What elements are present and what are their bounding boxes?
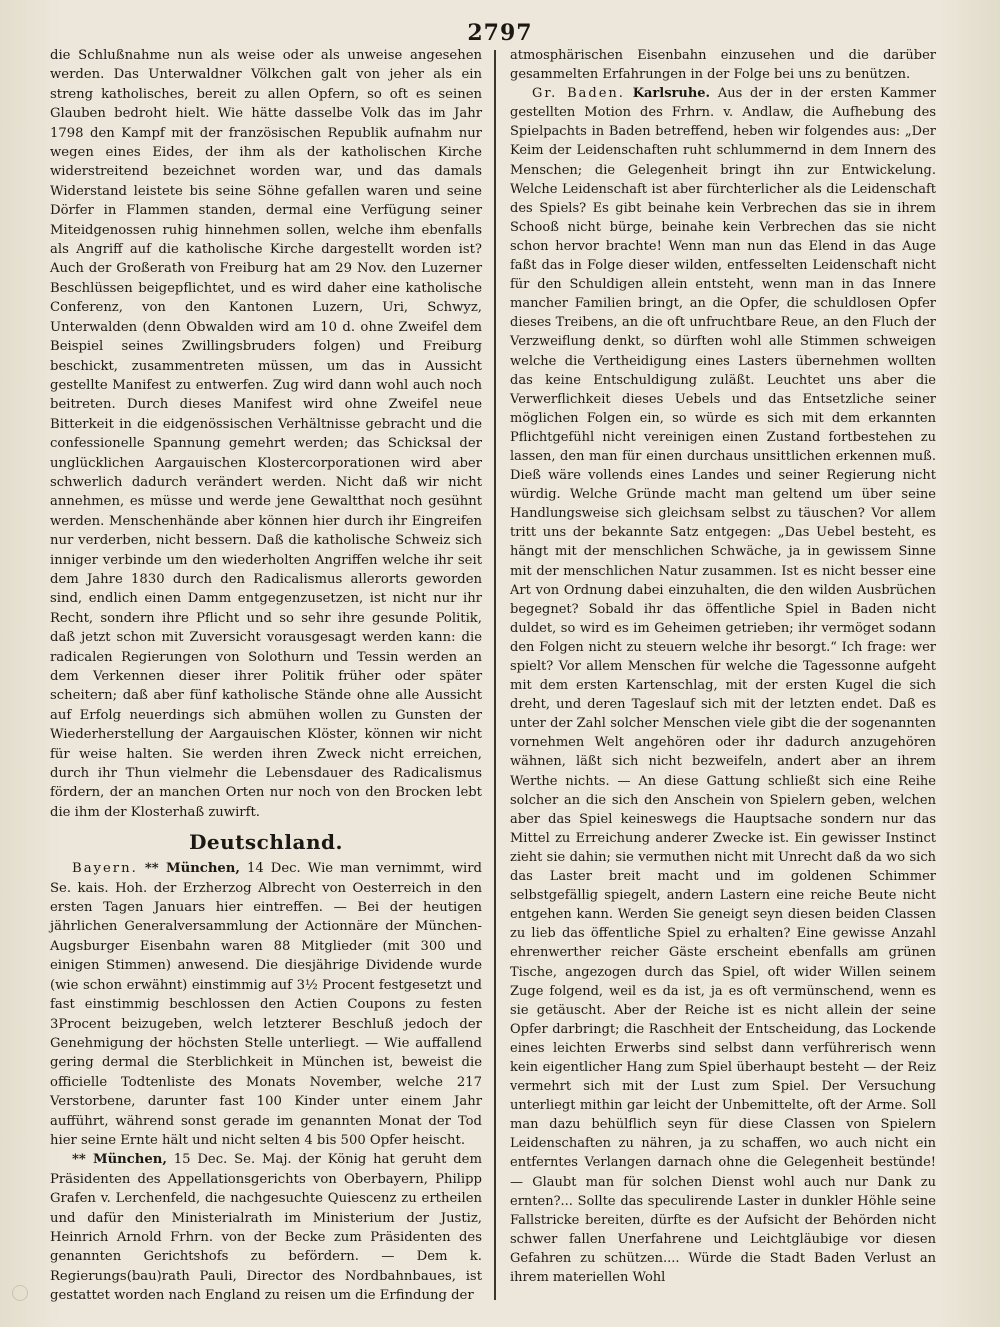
- bayern-article-1-text: 14 Dec. Wie man vernimmt, wird Se. kais. Hoh. der Erzherzog Albrecht von Oesterreich in den ersten Tagen Januars hier eintreffen. — Bei der heutigen jährlichen Generalversammlung der Actionnäre der München-Augsburger Eisenbahn waren 88 Mitglieder (mit 300 und einigen Stimmen) anwesend. Die diesjährige Dividende wurde (wie schon erwähnt) einstimmig auf 3½ Procent festgesetzt und fast einstimmig beschlossen den Actien Coupons zu festen 3Procent beizugeben, welch letzterer Beschluß jedoch der Genehmigung der höchsten Stelle unterliegt. — Wie auffallend gering dermal die Sterblichkeit in München ist, beweist die officielle Todtenliste des Monats November, welche 217 Verstorbene, darunter fast 100 Kinder unter einem Jahr aufführt, während sonst gerade im genannten Monat der Tod hier seine Ernte hält und nicht selten 4 bis 500 Opfer heischt.: [50, 861, 482, 1148]
- switzerland-article-text: die Schlußnahme nun als weise oder als unweise angesehen werden. Das Unterwaldner Völkchen galt von jeher als ein streng katholisches, bereit zu allen Opfern, so oft es seinen Glauben bedroht hielt. Wie hätte dasselbe Volk das im Jahr 1798 den Kampf mit der französischen Republik aufnahm nur wegen eines Eides, der ihm als der katholischen Kirche widerstreitend bezeichnet worden war, und das damals Widerstand leistete bis seine Söhne gefallen waren und seine Dörfer in Flammen standen, dermal eine Verfügung seiner Miteidgenossen ruhig hinnehmen sollen, welche ihm ebenfalls als Angriff auf die katholische Kirche dargestellt worden ist? Auch der Großerath von Freiburg hat am 29 Nov. den Luzerner Beschlüssen beigepflichtet, und es wird daher eine katholische Conferenz, von den Kantonen Luzern, Uri, Schwyz, Unterwalden (denn Obwalden wird am 10 d. ohne Zweifel dem Beispiel seines Zwillingsbruders folgen) und Freiburg beschickt, zusammentreten müssen, um das in Aussicht gestellte Manifest zu entwerfen. Zug wird dann wohl auch noch beitreten. Durch dieses Manifest wird ohne Zweifel neue Bitterkeit in die eidgenössischen Verhältnisse gebracht und die confessionelle Spannung gemehrt werden; das Schicksal der unglücklichen Aargauischen Klostercorporationen wird aber schwerlich dadurch verändert werden. Nicht daß wir nicht annehmen, es müsse und werde jene Gewaltthat noch gesühnt werden. Menschenhände aber können hier durch ihr Eingreifen nur verderben, nicht bessern. Daß die katholische Schweiz sich inniger verbinde um den wiederholten Angriffen welche ihr seit dem Jahre 1830 durch den Radicalismus allerorts geworden sind, endlich einen Damm entgegenzusetzen, ist nicht nur ihr Recht, sondern ihre Pflicht und so sehr ihre gesunde Politik, daß jetzt schon mit Zuversicht vorausgesagt werden kann: die radicalen Regierungen von Solothurn und Tessin werden an dem Verkennen dieser ihrer Politik früher oder später scheitern; daß aber fünf katholische Stände ohne alle Aussicht auf Erfolg neuerdings sich abmühen wollen zu Gunsten der Wiederherstellung der Aargauischen Klöster, können wir nicht für weise halten. Sie werden ihren Zweck nicht erreichen, durch ihr Thun vielmehr die Lebensdauer des Radicalismus fördern, der an manchen Orten nur noch von den Brocken lebt die ihm der Klosterhaß zuwirft.: [50, 48, 482, 820]
- right-column: [510, 46, 936, 1287]
- dateline-city-muenchen-2: ** München,: [72, 1152, 167, 1168]
- continuation-text: atmosphärischen Eisenbahn einzusehen und die darüber gesammelten Erfahrungen in der Folge bei uns zu benützen.: [510, 48, 936, 83]
- paper-blemish: [12, 1285, 28, 1301]
- baden-article-text: Aus der in der ersten Kammer gestellten Motion des Frhrn. v. Andlaw, die Aufhebung des Spielpachts in Baden betreffend, heben wir folgendes aus: „Der Keim der Leidenschaften ruht schlummernd in dem Innern des Menschen; die Gelegenheit bringt ihn zur Entwickelung. Welche Leidenschaft ist aber fürchterlicher als die Leidenschaft des Spiels? Es gibt beinahe kein Verbrechen das sie in ihrem Schooß nicht bürge, beinahe kein Verbrechen das sie nicht schon hervor brachte! Wenn man nun das Elend in das Auge faßt das in Folge dieser wilden, entfesselten Leidenschaft nicht für den Schuldigen allein entsteht, wenn man in das Innere mancher Familien bringt, an die Opfer, die schuldlosen Opfer dieses Treibens, an die oft unfruchtbare Reue, an den Fluch der Verzweiflung denkt, so dürften wohl alle Stimmen schweigen welche die Vertheidigung eines Lasters übernehmen wollten das keine Entschuldigung zuläßt. Leuchtet uns aber die Verwerflichkeit dieses Uebels und das Entsetzliche seiner möglichen Folgen ein, so würde es sich mit dem erkannten Pflichtgefühl nicht vereinigen einen Zustand fortbestehen zu lassen, den man für einen durchaus unsittlichen erkennen muß. Dieß wäre vollends eines Landes und seiner Regierung nicht würdig. Welche Gründe macht man geltend um über seine Handlungsweise sich gleichsam selbst zu täuschen? Vor allem tritt uns der bekannte Satz entgegen: „Das Uebel besteht, es hängt mit der menschlichen Schwäche, ja in gewissem Sinne mit der menschlichen Natur zusammen. Ist es nicht besser eine Art von Ordnung dabei einzuhalten, die den wilden Ausbrüchen begegnet? Sobald ihr das öffentliche Spiel in Baden nicht duldet, so wird es im Geheimen getrieben; ihr vermöget sodann den Folgen nicht zu steuern welche ihr besorgt.“ Ich frage: wer spielt? Vor allem Menschen für welche die Tagessonne aufgeht mit dem ersten Kartenschlag, mit der ersten Kugel die sich dreht, und deren Tageslauf sich mit der letzten endet. Daß es unter der Zahl solcher Menschen viele gibt die der sogenannten vornehmen Welt angehören oder ihr dadurch anzugehören wähnen, läßt sich nicht bezweifeln, andert aber an ihrem Werthe nichts. — An diese Gattung schließt sich eine Reihe solcher an die sich den Anschein von Spielern geben, welchen aber das Spiel keineswegs die Hauptsache sondern nur das Mittel zu Erreichung anderer Zwecke ist. Ein gewisser Instinct zieht sie dahin; sie vermuthen nicht mit Unrecht daß da wo sich das Laster breit macht und im goldenen Schimmer selbstgefällig spiegelt, andern Lastern eine reiche Beute nicht entgehen kann. Werden Sie geneigt seyn diesen beiden Classen zu lieb das öffentliche Spiel zu erhalten? Eine gewisse Anzahl ehrenwerther reicher Gäste erscheint ebenfalls am grünen Tische, angezogen durch das Spiel, oft wider Willen seinem Zuge folgend, weil es da ist, ja es oft vermünschend, wenn es sie getäuscht. Aber der Reiche ist es nicht allein der seine Opfer darbringt; die Raschheit der Entscheidung, das Lockende eines leichten Erwerbs sind selbst dann verführerisch wenn kein eigentlicher Hang zum Spiel überhaupt besteht — der Reiz vermehrt sich mit der Lust zum Spiel. Der Versuchung unterliegt mithin gar leicht der Unbemittelte, oft der Arme. Soll man dazu behülflich seyn für diese Classen von Spielern Leidenschaften zu nähren, ja zu schaffen, wo auch nicht ein entferntes Verlangen darnach ohne die Gelegenheit bestünde! — Glaubt man für solchen Dienst wohl auch nur Dank zu ernten?... Sollte das speculirende Laster in dunkler Höhle seine Fallstricke bereiten, dürfte es der Aufsicht der Behörden nicht schwer fallen Unerfahrene und Leichtgläubige vor diesen Gefahren zu schützen.... Würde die Stadt Baden Verlust an ihrem materiellen Wohl: [510, 86, 937, 1285]
- dateline-city-karlsruhe: Karlsruhe.: [632, 86, 711, 102]
- baden-article: [510, 84, 936, 1287]
- section-heading-deutschland: Deutschland.: [189, 830, 343, 855]
- page-number: 2797: [467, 20, 533, 46]
- bayern-article-2-text: 15 Dec. Se. Maj. der König hat geruht dem Präsidenten des Appellationsgerichts von Oberbayern, Philipp Grafen v. Lerchenfeld, die nachgesuchte Quiescenz zu ertheilen und dafür den Ministerialrath im Ministerium der Justiz, Heinrich Arnold Frhrn. von der Becke zum Präsidenten des genannten Gerichtshofs zu befördern. — Dem k. Regierungs(bau)rath Pauli, Director des Nordbahnbaues, ist gestattet worden nach England zu reisen um die Erfindung der: [50, 1152, 482, 1304]
- bayern-article-1: [50, 859, 482, 1150]
- dateline-city-muenchen-1: ** München,: [144, 861, 240, 877]
- left-column: [50, 46, 482, 1306]
- dateline-region-bayern: Bayern.: [72, 861, 138, 877]
- bayern-article-2: [50, 1150, 482, 1305]
- column-divider: [494, 50, 496, 1300]
- dateline-region-baden: Gr. Baden.: [532, 86, 625, 102]
